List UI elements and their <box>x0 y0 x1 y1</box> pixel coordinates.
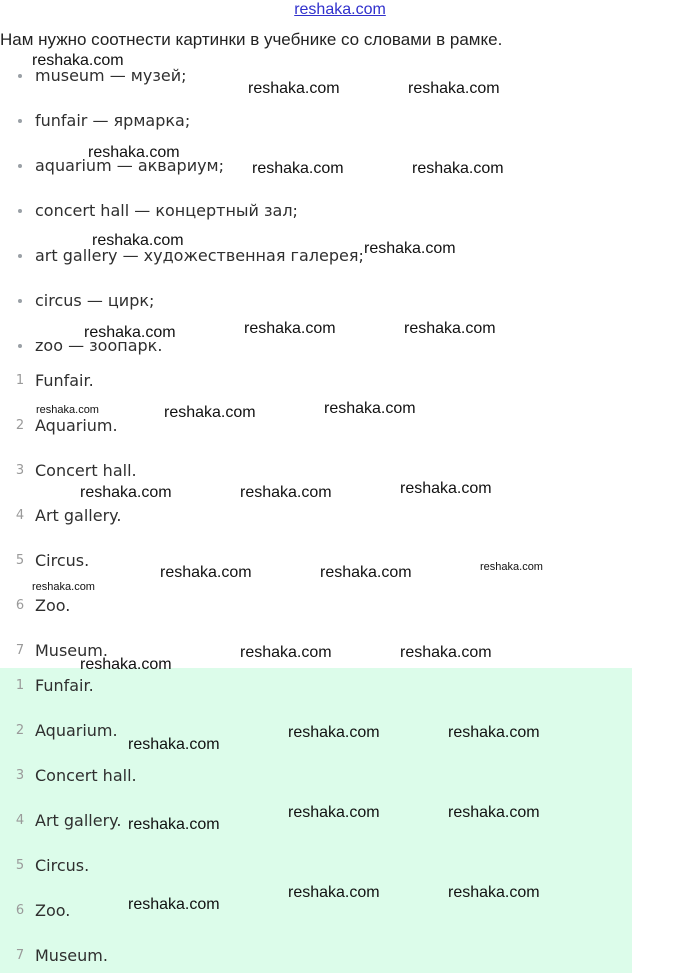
watermark: reshaka.com <box>240 484 332 501</box>
bullet-icon <box>18 74 22 78</box>
watermark: reshaka.com <box>36 404 99 416</box>
watermark: reshaka.com <box>364 240 456 257</box>
watermark: reshaka.com <box>32 581 95 593</box>
bullet-icon <box>18 209 22 213</box>
watermark: reshaka.com <box>252 160 344 177</box>
watermark: reshaka.com <box>88 144 180 161</box>
watermark: reshaka.com <box>320 564 412 581</box>
watermark: reshaka.com <box>412 160 504 177</box>
watermark: reshaka.com <box>164 404 256 421</box>
watermark: reshaka.com <box>448 884 540 901</box>
watermark: reshaka.com <box>288 884 380 901</box>
watermark: reshaka.com <box>448 804 540 821</box>
watermark: reshaka.com <box>92 232 184 249</box>
watermark: reshaka.com <box>84 324 176 341</box>
watermark: reshaka.com <box>400 644 492 661</box>
watermark: reshaka.com <box>480 561 543 573</box>
bullet-icon <box>18 299 22 303</box>
watermark: reshaka.com <box>128 816 220 833</box>
watermark: reshaka.com <box>240 644 332 661</box>
watermark: reshaka.com <box>248 80 340 97</box>
watermark: reshaka.com <box>160 564 252 581</box>
watermark: reshaka.com <box>128 736 220 753</box>
watermark: reshaka.com <box>448 724 540 741</box>
bullet-icon <box>18 164 22 168</box>
watermark: reshaka.com <box>128 896 220 913</box>
watermark: reshaka.com <box>404 320 496 337</box>
watermark: reshaka.com <box>80 656 172 673</box>
intro-text: Нам нужно соотнести картинки в учебнике со словами в рамке. <box>0 30 503 49</box>
watermark: reshaka.com <box>288 804 380 821</box>
bullet-icon <box>18 344 22 348</box>
watermark: reshaka.com <box>244 320 336 337</box>
site-link[interactable]: reshaka.com <box>294 1 386 18</box>
watermark: reshaka.com <box>324 400 416 417</box>
watermark: reshaka.com <box>408 80 500 97</box>
watermark: reshaka.com <box>80 484 172 501</box>
bullet-icon <box>18 119 22 123</box>
watermark: reshaka.com <box>288 724 380 741</box>
watermark: reshaka.com <box>32 52 124 69</box>
watermark: reshaka.com <box>400 480 492 497</box>
bullet-icon <box>18 254 22 258</box>
